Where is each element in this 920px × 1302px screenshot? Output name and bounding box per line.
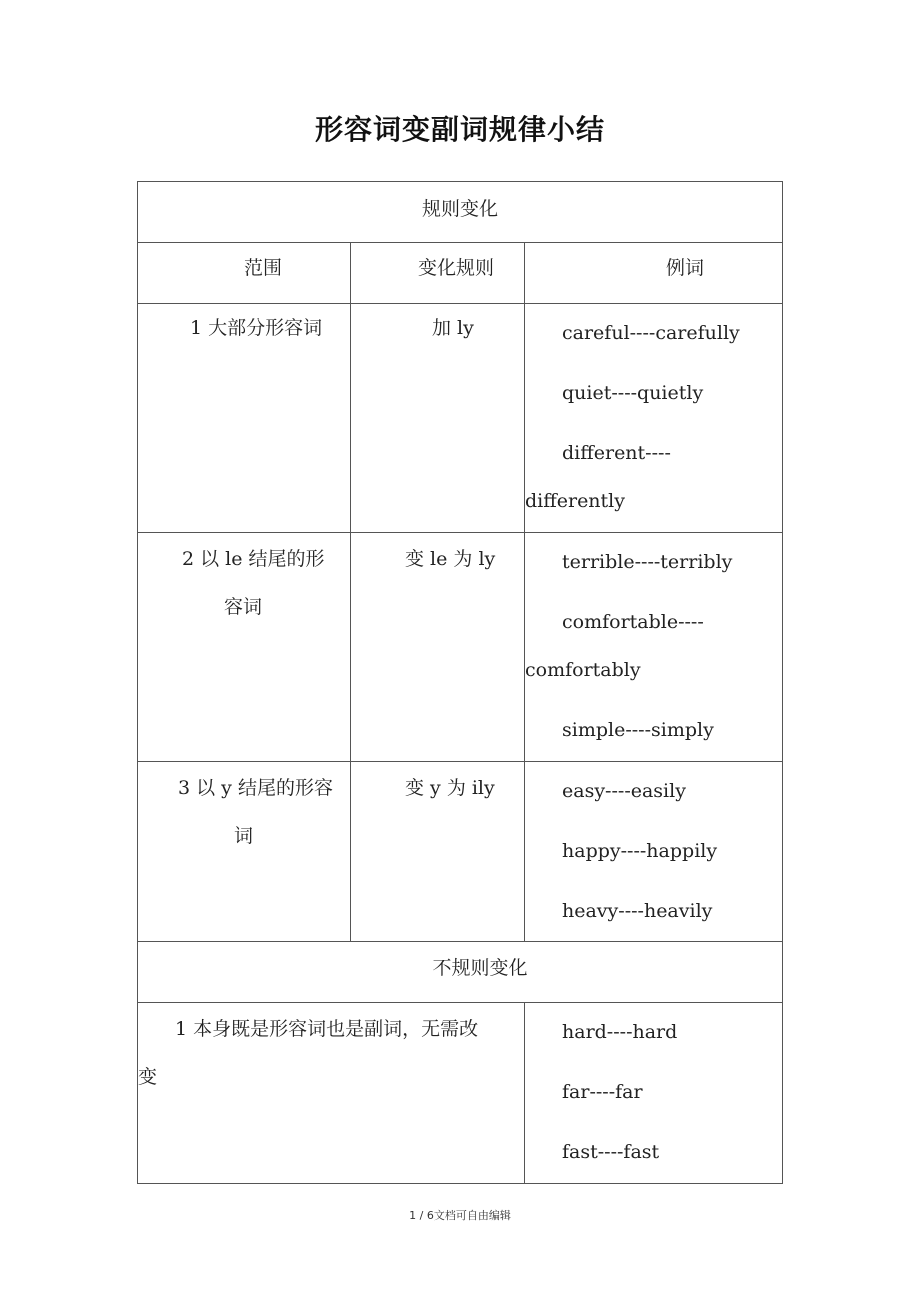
row2-rule: 变 le 为 ly — [405, 548, 496, 570]
example-item: happy----happily — [562, 840, 718, 862]
example-item: far----far — [562, 1081, 643, 1103]
column-divider — [350, 242, 351, 941]
row1-scope: 1 大部分形容词 — [190, 317, 323, 339]
row-divider — [138, 1002, 782, 1003]
column-header-rule: 变化规则 — [417, 257, 494, 279]
row2-examples — [525, 538, 781, 754]
regular-change-header: 规则变化 — [421, 198, 498, 220]
example-item: terrible----terribly — [562, 551, 733, 573]
example-item: different---- — [562, 442, 671, 464]
example-item: easy----easily — [562, 780, 686, 802]
row-divider — [138, 941, 782, 942]
page-footer: 1 / 6文档可自由编辑 — [409, 1209, 511, 1222]
example-item: heavy----heavily — [562, 900, 713, 922]
example-item-continued: differently — [525, 490, 625, 512]
row2-scope: 2 以 le 结尾的形 容词 — [182, 548, 325, 618]
row-divider — [138, 532, 782, 533]
irregular-change-header: 不规则变化 — [432, 957, 528, 979]
example-item: hard----hard — [562, 1021, 678, 1043]
document-title: 形容词变副词规律小结 — [314, 113, 605, 146]
row-divider — [138, 303, 782, 304]
row3-rule: 变 y 为 ily — [405, 777, 495, 799]
example-item: quiet----quietly — [562, 382, 704, 404]
example-item: simple----simply — [562, 719, 714, 741]
row3-scope: 3 以 y 结尾的形容 词 — [178, 777, 333, 847]
column-header-scope: 范围 — [243, 257, 282, 279]
row3-examples — [525, 767, 781, 935]
example-item-continued: comfortably — [525, 659, 641, 681]
irregular-row-text: 1 本身既是形容词也是副词，无需改 变 — [138, 1018, 479, 1088]
row-divider — [138, 761, 782, 762]
example-item: fast----fast — [562, 1141, 660, 1163]
row1-examples — [525, 309, 781, 525]
example-item: careful----carefully — [562, 322, 740, 344]
row1-rule: 加 ly — [432, 317, 474, 339]
column-header-examples: 例词 — [665, 257, 704, 279]
example-item: comfortable---- — [562, 611, 704, 633]
rules-table — [137, 181, 783, 1184]
irregular-row-examples — [525, 1008, 781, 1176]
